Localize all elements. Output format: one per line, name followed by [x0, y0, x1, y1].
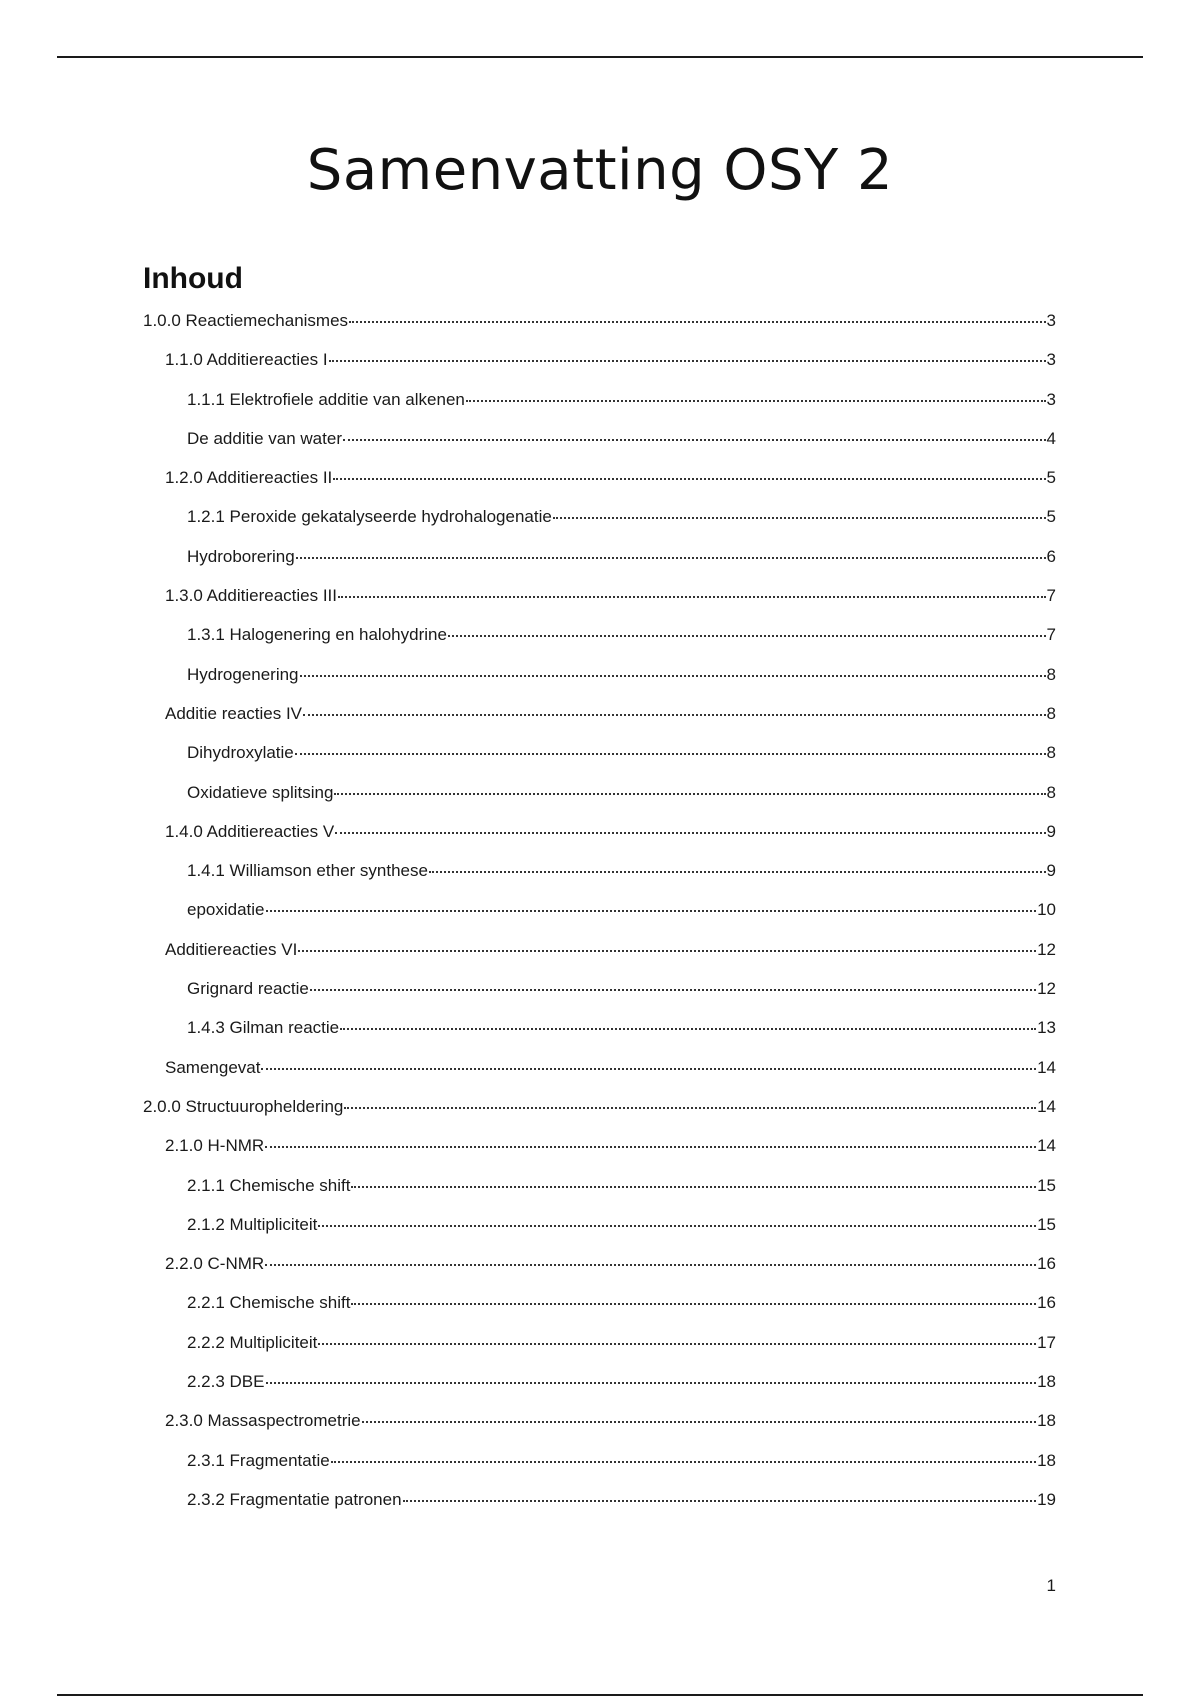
toc-entry-page: 8 — [1046, 782, 1056, 802]
toc-entry[interactable] — [143, 979, 1056, 1018]
toc-entry-page: 3 — [1046, 311, 1056, 330]
toc-entry-page: 12 — [1037, 939, 1056, 959]
toc-leader-dots — [466, 400, 1046, 402]
toc-entry-label: Hydroborering — [187, 546, 295, 566]
toc-entry[interactable] — [143, 900, 1056, 939]
toc-leader-dots — [340, 1028, 1036, 1030]
toc-leader-dots — [448, 635, 1046, 637]
toc-entry-page: 3 — [1046, 350, 1056, 370]
toc-entry-label: 1.1.1 Elektrofiele additie van alkenen — [187, 389, 465, 409]
toc-entry-label: 2.0.0 Structuuropheldering — [143, 1096, 344, 1116]
toc-leader-dots — [362, 1421, 1036, 1423]
toc-leader-dots — [296, 557, 1046, 559]
toc-entry[interactable] — [143, 1097, 1056, 1136]
toc-leader-dots — [334, 793, 1045, 795]
toc-entry-page: 15 — [1037, 1214, 1056, 1234]
toc-entry-label: 2.2.1 Chemische shift — [187, 1293, 351, 1313]
toc-entry-page: 8 — [1046, 664, 1056, 684]
toc-entry-label: 1.2.0 Additiereacties II — [165, 468, 333, 488]
toc-entry-page: 12 — [1037, 979, 1056, 999]
toc-entry-page: 17 — [1037, 1332, 1056, 1352]
toc-leader-dots — [298, 950, 1036, 952]
toc-entry-label: 1.0.0 Reactiemechanismes — [143, 311, 349, 330]
toc-leader-dots — [265, 1146, 1036, 1148]
toc-leader-dots — [303, 714, 1046, 716]
toc-entry[interactable] — [143, 940, 1056, 979]
toc-entry-label: De additie van water — [187, 428, 342, 448]
toc-entry-label: Samengevat — [165, 1057, 261, 1077]
toc-entry-page: 18 — [1037, 1450, 1056, 1470]
toc-leader-dots — [335, 832, 1045, 834]
toc-entry-label: Grignard reactie — [187, 979, 309, 999]
toc-entry-label: Hydrogenering — [187, 664, 299, 684]
toc-leader-dots — [351, 1303, 1036, 1305]
toc-entry-page: 6 — [1046, 546, 1056, 566]
toc-entry-page: 8 — [1046, 743, 1056, 763]
toc-entry[interactable] — [143, 1411, 1056, 1450]
toc-leader-dots — [318, 1343, 1036, 1345]
toc-entry-page: 9 — [1046, 821, 1056, 841]
toc-entry[interactable] — [143, 625, 1056, 664]
toc-entry-label: 2.3.1 Fragmentatie — [187, 1450, 330, 1470]
page-number: 1 — [1046, 1576, 1056, 1595]
toc-entry-page: 19 — [1037, 1489, 1056, 1509]
toc-entry[interactable] — [143, 861, 1056, 900]
table-of-contents — [143, 311, 1056, 1529]
toc-entry[interactable] — [143, 586, 1056, 625]
toc-entry-label: 2.1.1 Chemische shift — [187, 1175, 351, 1195]
toc-entry-label: 2.2.0 C-NMR — [165, 1254, 265, 1274]
toc-entry-label: 1.1.0 Additiereacties I — [165, 350, 328, 370]
toc-entry[interactable] — [143, 704, 1056, 743]
toc-entry-page: 10 — [1037, 900, 1056, 920]
toc-entry-label: 2.1.0 H-NMR — [165, 1136, 265, 1156]
toc-heading: Inhoud — [143, 262, 243, 295]
toc-entry[interactable] — [143, 665, 1056, 704]
toc-entry-page: 8 — [1046, 703, 1056, 723]
toc-entry-label: 1.4.3 Gilman reactie — [187, 1018, 340, 1038]
toc-leader-dots — [333, 478, 1045, 480]
toc-entry-page: 4 — [1046, 428, 1056, 448]
toc-entry[interactable] — [143, 507, 1056, 546]
toc-entry[interactable] — [143, 468, 1056, 507]
toc-entry-label: 2.3.2 Fragmentatie patronen — [187, 1489, 402, 1509]
toc-entry[interactable] — [143, 547, 1056, 586]
toc-leader-dots — [343, 439, 1046, 441]
toc-entry[interactable] — [143, 1451, 1056, 1490]
toc-entry[interactable] — [143, 1215, 1056, 1254]
header-rule — [57, 56, 1143, 58]
toc-entry-label: 1.4.1 Williamson ether synthese — [187, 861, 428, 881]
toc-entry-page: 5 — [1046, 507, 1056, 527]
toc-entry-label: 2.1.2 Multipliciteit — [187, 1214, 318, 1234]
toc-leader-dots — [351, 1186, 1036, 1188]
toc-entry[interactable] — [143, 1293, 1056, 1332]
toc-entry-page: 5 — [1046, 468, 1056, 488]
toc-entry-label: Oxidatieve splitsing — [187, 782, 334, 802]
toc-leader-dots — [300, 675, 1046, 677]
toc-entry[interactable] — [143, 783, 1056, 822]
toc-leader-dots — [310, 989, 1036, 991]
toc-entry-page: 14 — [1037, 1136, 1056, 1156]
toc-leader-dots — [338, 596, 1046, 598]
toc-entry[interactable] — [143, 311, 1056, 350]
toc-entry-page: 13 — [1037, 1018, 1056, 1038]
toc-entry-label: 1.4.0 Additiereacties V — [165, 821, 335, 841]
toc-entry-label: 2.2.3 DBE — [187, 1372, 265, 1392]
toc-leader-dots — [261, 1068, 1036, 1070]
toc-entry-page: 16 — [1037, 1254, 1056, 1274]
toc-entry-label: 1.3.0 Additiereacties III — [165, 586, 337, 606]
toc-entry[interactable] — [143, 429, 1056, 468]
document-title: Samenvatting OSY 2 — [306, 138, 894, 203]
toc-entry[interactable] — [143, 1333, 1056, 1372]
toc-entry[interactable] — [143, 1254, 1056, 1293]
toc-entry-page: 18 — [1037, 1411, 1056, 1431]
toc-entry[interactable] — [143, 1372, 1056, 1411]
toc-entry[interactable] — [143, 350, 1056, 389]
toc-leader-dots — [265, 1264, 1036, 1266]
toc-entry-page: 3 — [1046, 389, 1056, 409]
toc-entry[interactable] — [143, 743, 1056, 782]
toc-leader-dots — [331, 1461, 1036, 1463]
toc-entry[interactable] — [143, 1176, 1056, 1215]
toc-entry-label: Additie reacties IV — [165, 703, 303, 723]
toc-leader-dots — [266, 1382, 1037, 1384]
toc-leader-dots — [295, 753, 1046, 755]
toc-leader-dots — [344, 1107, 1036, 1109]
toc-leader-dots — [266, 910, 1037, 912]
toc-entry[interactable] — [143, 1058, 1056, 1097]
toc-entry[interactable] — [143, 390, 1056, 429]
toc-entry-label: 2.2.2 Multipliciteit — [187, 1332, 318, 1352]
toc-leader-dots — [429, 871, 1046, 873]
toc-leader-dots — [329, 360, 1046, 362]
toc-leader-dots — [553, 517, 1046, 519]
toc-entry-page: 18 — [1037, 1372, 1056, 1392]
toc-entry-page: 15 — [1037, 1175, 1056, 1195]
toc-entry-page: 7 — [1046, 586, 1056, 606]
toc-entry-label: 1.3.1 Halogenering en halohydrine — [187, 625, 447, 645]
toc-entry[interactable] — [143, 1136, 1056, 1175]
toc-entry[interactable] — [143, 822, 1056, 861]
toc-entry-label: 1.2.1 Peroxide gekatalyseerde hydrohalogenatie — [187, 507, 552, 527]
toc-entry-label: 2.3.0 Massaspectrometrie — [165, 1411, 361, 1431]
toc-entry-label: Additiereacties VI — [165, 939, 298, 959]
toc-entry-label: Dihydroxylatie — [187, 743, 294, 763]
toc-leader-dots — [318, 1225, 1036, 1227]
toc-entry[interactable] — [143, 1490, 1056, 1529]
toc-entry-label: epoxidatie — [187, 900, 265, 920]
toc-leader-dots — [403, 1500, 1037, 1502]
toc-entry-page: 7 — [1046, 625, 1056, 645]
toc-entry[interactable] — [143, 1018, 1056, 1057]
toc-entry-page: 9 — [1046, 861, 1056, 881]
footer-rule — [57, 1694, 1143, 1696]
toc-entry-page: 16 — [1037, 1293, 1056, 1313]
toc-entry-page: 14 — [1037, 1096, 1056, 1116]
toc-entry-page: 14 — [1037, 1057, 1056, 1077]
toc-leader-dots — [349, 321, 1045, 323]
